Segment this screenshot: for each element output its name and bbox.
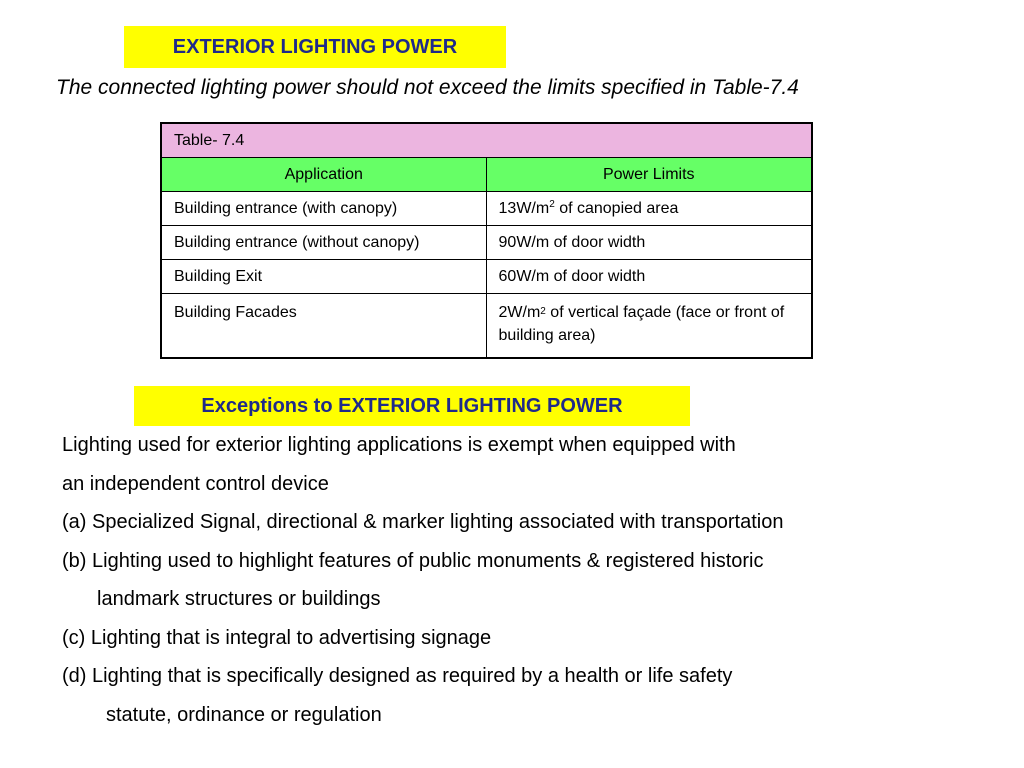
exceptions-heading (134, 386, 690, 426)
table-row (161, 226, 812, 260)
page-title (124, 26, 506, 68)
exception-item-d-continued: statute, ordinance or regulation (106, 703, 382, 726)
power-limit-superscript: 2 (549, 198, 555, 210)
power-limit-text: 2W/m (498, 304, 541, 321)
power-limit-cell (486, 226, 812, 260)
table-caption-row (161, 123, 812, 158)
intro-text: The connected lighting power should not exceed the limits specified in Table-7.4 (56, 76, 799, 99)
column-header-application: Application (161, 158, 486, 192)
exception-item-d: (d) Lighting that is specifically designed as required by a health or life safety (62, 665, 733, 687)
power-limit-text: 90W/m of door width (498, 233, 646, 251)
exceptions-line: an independent control device (62, 472, 329, 495)
application-cell: Building entrance (without canopy) (161, 226, 486, 260)
application-cell: Building Facades (161, 294, 486, 359)
exception-item-b: (b) Lighting used to highlight features of public monuments & registered historic (62, 549, 764, 572)
power-limit-superscript: 2 (540, 306, 546, 317)
exception-item-a: (a) Specialized Signal, directional & marker lighting associated with transportation (62, 511, 784, 533)
page-title-text: EXTERIOR LIGHTING POWER (172, 35, 458, 58)
table-row (161, 192, 812, 226)
exceptions-list (62, 426, 1012, 734)
power-limit-suffix: of canopied area (554, 199, 679, 217)
power-limit-cell (486, 260, 812, 294)
application-cell: Building entrance (with canopy) (161, 192, 486, 226)
power-limit-text: 60W/m of door width (498, 267, 646, 285)
exception-item-b-continued: landmark structures or buildings (97, 588, 381, 610)
exceptions-line: Lighting used for exterior lighting applications is exempt when equipped with (62, 434, 736, 456)
power-limit-text: 13W/m (498, 199, 550, 217)
power-limit-cell (486, 192, 812, 226)
table-caption: Table- 7.4 (161, 123, 812, 158)
power-limits-table (160, 122, 813, 359)
table-row (161, 260, 812, 294)
application-cell: Building Exit (161, 260, 486, 294)
table-row (161, 294, 812, 359)
exception-item-c: (c) Lighting that is integral to advertising signage (62, 626, 492, 649)
table-header-row (161, 158, 812, 192)
exceptions-heading-text: Exceptions to EXTERIOR LIGHTING POWER (201, 394, 623, 417)
power-limit-cell (486, 294, 812, 359)
column-header-power-limits: Power Limits (486, 158, 812, 192)
power-limit-suffix: of vertical façade (face or front of building area) (498, 304, 785, 344)
